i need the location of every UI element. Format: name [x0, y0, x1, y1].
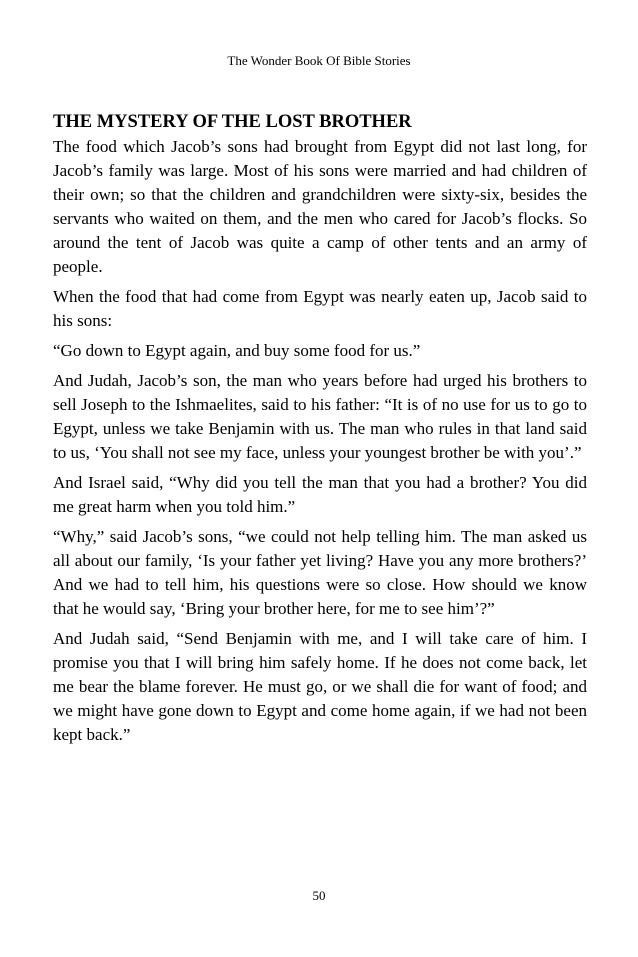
paragraph: “Go down to Egypt again, and buy some food for us.” [53, 341, 421, 360]
page-number: 50 [312, 888, 326, 903]
paragraph: And Judah said, “Send Benjamin with me, and I will take care of him. I promise you that I will bring him safely home. If he does not come back, let me bear the blame forever. He must go, or we shall die for want of food; and we might have gone down to Egypt and come home again, if we had not been kept back.” [53, 629, 587, 744]
running-header: The Wonder Book Of Bible Stories [227, 53, 411, 68]
paragraph: “Why,” said Jacob’s sons, “we could not help telling him. The man asked us all about our family, ‘Is your father yet living? Have you any more brothers?’ And we had to tell him, his questions were so close. How should we know that he would say, ‘Bring your brother here, for me to see him’?” [53, 527, 587, 618]
paragraph: And Judah, Jacob’s son, the man who years before had urged his brothers to sell Joseph to the Ishmaelites, said to his father: “It is of no use for us to go to Egypt, unless we take Benjamin with us. The man who rules in that land said to us, ‘You shall not see my face, unless your youngest brother be with you’.” [53, 371, 587, 462]
paragraph: And Israel said, “Why did you tell the man that you had a brother? You did me great harm when you told him.” [53, 473, 587, 516]
chapter-title: THE MYSTERY OF THE LOST BROTHER [53, 112, 412, 132]
paragraph: When the food that had come from Egypt was nearly eaten up, Jacob said to his sons: [53, 287, 587, 330]
page-body [53, 110, 587, 753]
paragraph: The food which Jacob’s sons had brought from Egypt did not last long, for Jacob’s family was large. Most of his sons were married and had children of their own; so that the children and grandchildren were sixty-six, besides the servants who waited on them, and the men who cared for Jacob’s flocks. So around the tent of Jacob was quite a camp of other tents and an army of people. [53, 137, 587, 276]
